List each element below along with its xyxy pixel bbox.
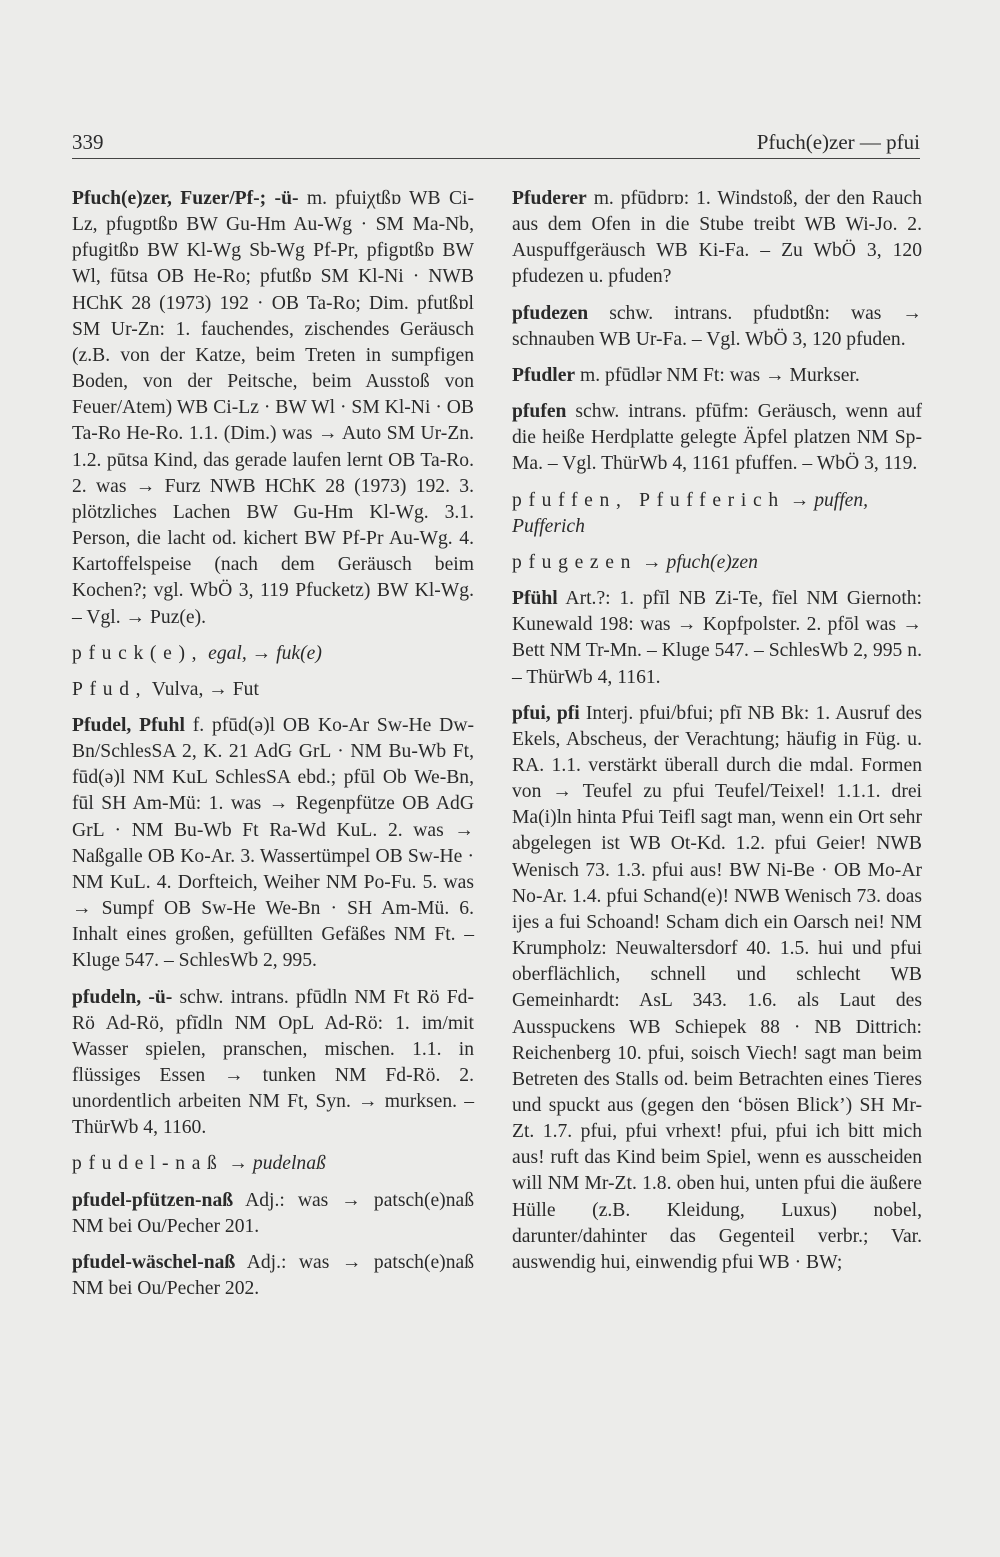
entry-text: Adj.: was → patsch(e)naß NM bei Ou/Pecher 201. — [72, 1189, 474, 1237]
lemma: Pfudel, Pfuhl — [72, 714, 185, 736]
lemma: Pfudler — [512, 364, 576, 386]
entry-text: f. pfūd(ə)l OB Ko-Ar Sw-He Dw-Bn/SchlesSA 2, K. 21 AdG GrL · NM Bu-Wb Ft, fūd(ə)l NM KuL SchlesSA ebd.; pfūl Ob We-Bn, fūl SH Am-Mü: 1. was → Regenpfütze OB AdG GrL · NM Bu-Wb Ft Ra-Wd KuL. 2. was → Naßgalle OB Ko-Ar. 3. Wassertümpel OB Sw-He · NM KuL. 4. Dorfteich, Weiher NM Po-Fu. 5. was → Sumpf OB Sw-He We-Bn · SH Am-Mü. 6. Inhalt eines großen, gefüllten Gefäßes NM Ft. – Kluge 547. – SchlesWb 2, 995. — [72, 714, 474, 972]
left-column — [72, 186, 474, 1312]
cross-ref-lemma: pfugezen — [512, 551, 638, 573]
page-header — [72, 128, 920, 159]
lemma: pfudel-pfützen-naß — [72, 1189, 234, 1211]
entry-pfudezen — [512, 301, 922, 353]
lemma: pfudel-wäschel-naß — [72, 1251, 236, 1273]
lemma: Pfühl — [512, 588, 558, 610]
entry-text: Art.?: 1. pfīl NB Zi-Te, fīel NM Giernoth: Kunewald 198: was → Kopfpolster. 2. pfōl was → Bett NM Tr-Mn. – Kluge 547. – SchlesWb 2, 995 n. – ThürWb 4, 1161. — [512, 588, 922, 688]
entry-text: m. pfuiχtßɒ WB Ci-Lz, pfugɒtßɒ BW Gu-Hm Au-Wg · SM Ma-Nb, pfugitßɒ BW Kl-Wg Sb-Wg Pf-Pr, pfigɒtßɒ BW Wl, fūtsa OB He-Ro; pfutßɒ SM Kl-Ni · NWB HChK 28 (1973) 192 · OB Ta-Ro; Dim. pfutßɒl SM Ur-Zn: 1. fauchendes, zischendes Geräusch (z.B. von der Katze, beim Treten in sumpfigen Boden, von der Peitsche, beim Ausstoß von Feuer/Atem) WB Ci-Lz · BW Wl · SM Kl-Ni · OB Ta-Ro He-Ro. 1.1. (Dim.) was → Auto SM Ur-Zn. 1.2. pūtsa Kind, das gerade laufen lernt OB Ta-Ro. 2. was → Furz NWB HChK 28 (1973) 192. 3. plötzliches Lachen BW Gu-Hm Kl-Wg. 3.1. Person, die lacht od. kichert BW Pf-Pr Au-Wg. 4. Kartoffelspeise (nach dem Geräusch beim Kochen?; vgl. WbÖ 3, 119 Pfucketz) BW Kl-Wg. – Vgl. → Puz(e). — [72, 188, 474, 628]
running-title: Pfuch(e)zer — pfui — [756, 130, 920, 154]
entry-pfufen — [512, 399, 922, 477]
lemma: Pfuderer — [512, 188, 587, 209]
lemma: pfudezen — [512, 302, 589, 324]
entry-pfudel-pfuetzen-nass — [72, 1188, 474, 1240]
lemma: pfufen — [512, 401, 567, 423]
entry-text: m. pfūdlər NM Ft: was → Murkser. — [575, 364, 860, 386]
entry-pfudel-waeschel-nass — [72, 1250, 474, 1302]
cross-ref-lemma: pfuck(e), — [72, 642, 204, 664]
entry-text: schw. intrans. pfūfm: Geräusch, wenn auf die heiße Herdplatte gelegte Äpfel platzen NM Sp-Ma. – Vgl. ThürWb 4, 1161 pfuffen. – WbÖ 3, 119. — [512, 401, 922, 475]
cross-ref-lemma: pfudel-naß — [72, 1153, 224, 1175]
cross-ref-text: → puffen, Pufferich — [512, 489, 869, 537]
lemma: pfudeln, -ü- — [72, 986, 173, 1008]
entry-pfuchezer — [72, 186, 474, 631]
cross-ref-text: egal, → fuk(e) — [203, 642, 322, 664]
entry-pfucke — [72, 641, 474, 667]
entry-pfudel — [72, 713, 474, 975]
cross-ref-text: Vulva, → Fut — [147, 678, 259, 700]
entry-text: Adj.: was → patsch(e)naß NM bei Ou/Pecher 202. — [72, 1251, 474, 1300]
entry-pfudler — [512, 363, 922, 389]
entry-pfuehl — [512, 586, 922, 691]
page-number: 339 — [72, 130, 104, 154]
right-column — [512, 186, 922, 1286]
cross-ref-lemma: pfuffen, Pfufferich — [512, 489, 785, 511]
cross-ref-text: → pudelnaß — [223, 1153, 326, 1175]
entry-text: schw. intrans. pfudɒtßn: was → schnauben WB Ur-Fa. – Vgl. WbÖ 3, 120 pfuden. — [512, 302, 922, 350]
lemma: Pfuch(e)zer, Fuzer/Pf-; -ü- — [72, 188, 299, 209]
entry-pfugezen — [512, 550, 922, 576]
entry-pfudel-nass — [72, 1151, 474, 1177]
entry-pfuffen — [512, 488, 922, 540]
cross-ref-lemma: Pfud, — [72, 678, 148, 700]
entry-text: schw. intrans. pfūdln NM Ft Rö Fd-Rö Ad-Rö, pfīdln NM OpL Ad-Rö: 1. im/mit Wasser spielen, pranschen, mischen. 1.1. in flüssiges Essen → tunken NM Fd-Rö. 2. unordentlich arbeiten NM Ft, Syn. → murksen. – ThürWb 4, 1160. — [72, 986, 474, 1139]
entry-text: Interj. pfui/bfui; pfī NB Bk: 1. Ausruf des Ekels, Abscheus, der Verachtung; häufig in Füg. u. RA. 1.1. verstärkt überall durch die mdal. Formen von → Teufel zu pfui Teufel/Teixel! 1.1.1. drei Ma(i)ln hinta Pfui Teifl sagt man, wenn ein Ort sehr abgelegen ist WB Ot-Kd. 1.2. pfui Geier! NWB Wenisch 73. 1.3. pfui aus! BW Ni-Be · OB Mo-Ar No-Ar. 1.4. pfui Schand(e)! NWB Wenisch 73. doas ijes a fui Schoand! Scham dich ein Oarsch nei! NM Krumpholz: Neuwaltersdorf 40. 1.5. hui und pfui oberflächlich, schnell und schlecht WB Gemeinhardt: AsL 343. 1.6. als Laut des Ausspuckens WB Schiepek 88 · NB Dittrich: Reichenberg 10. pfui, soisch Viech! sagt man beim Betreten des Stalls od. beim Betrachten eines Tieres und spuckt aus (gegen den ‘bösen Blick’) SH Mr-Zt. 1.7. pfui, pfui vrhext! pfui, pfui ich bitt mich aus! ruft das Kind beim Spiel, wenn es ausscheiden will NM Mr-Zt. 1.8. oben hui, unten pfui die äußere Hülle (z.B. Kleidung, Luxus) nobel, darunter/dahinter das Gegenteil verbr.; Var. auswendig hui, einwendig pfui WB · BW; — [512, 702, 922, 1273]
entry-text: m. pfūdɒrɒ: 1. Windstoß, der den Rauch aus dem Ofen in die Stube treibt WB Wi-Jo. 2. Auspuffgeräusch WB Ki-Fa. – Zu WbÖ 3, 120 pfudezen u. pfuden? — [512, 188, 922, 288]
lemma: pfui, pfi — [512, 702, 580, 724]
entry-pfudeln — [72, 985, 474, 1142]
cross-ref-text: → pfuch(e)zen — [637, 551, 758, 573]
entry-pfud — [72, 677, 474, 703]
entry-pfui — [512, 701, 922, 1276]
entry-pfuderer — [512, 186, 922, 291]
